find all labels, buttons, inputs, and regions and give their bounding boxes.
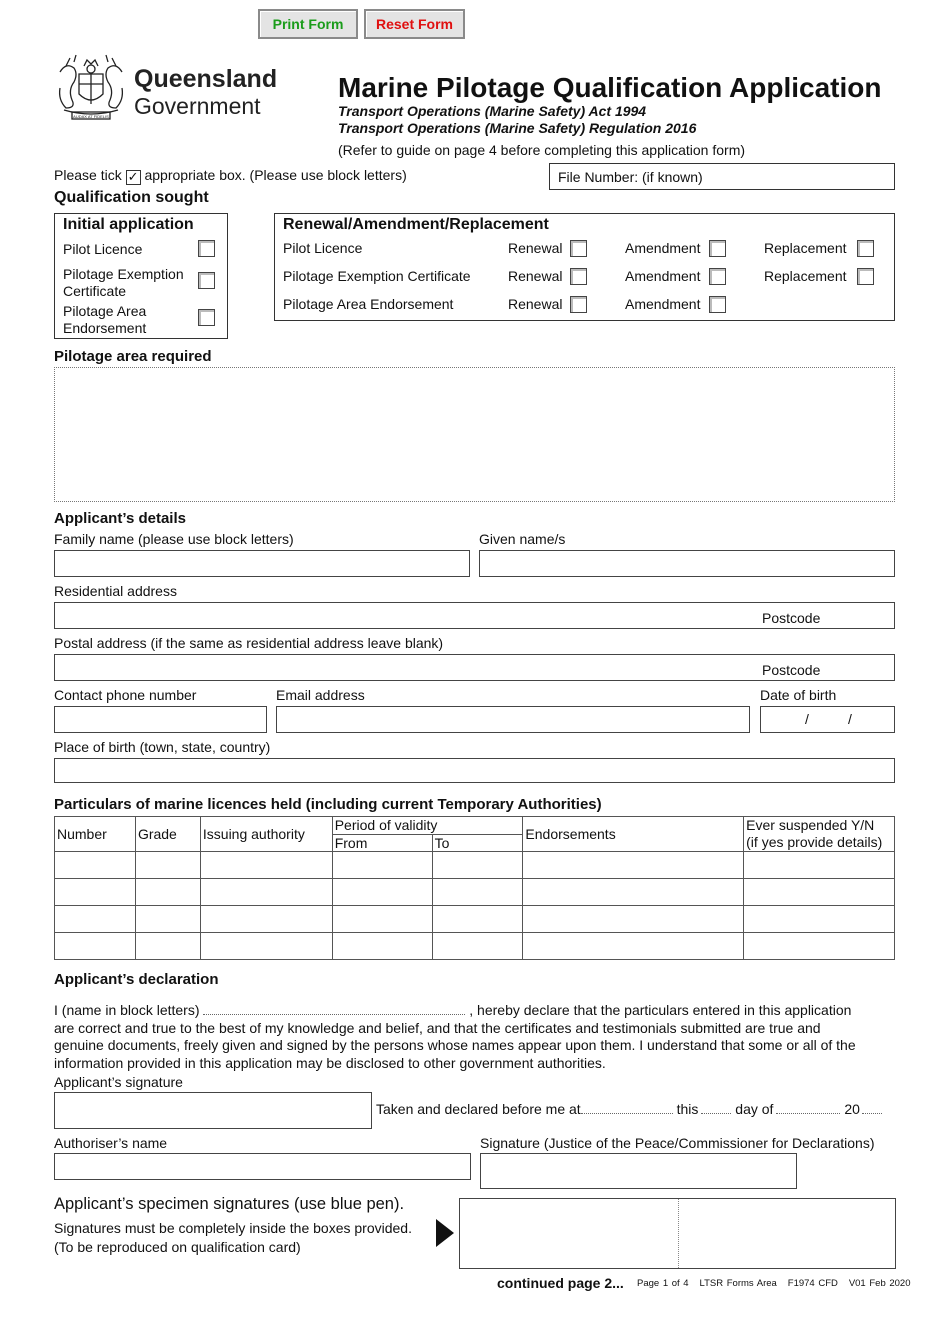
initial-exemption-checkbox[interactable] bbox=[198, 272, 215, 289]
pilotage-area-heading: Pilotage area required bbox=[54, 348, 212, 365]
refer-note: (Refer to guide on page 4 before completing this application form) bbox=[338, 142, 746, 158]
email-input[interactable] bbox=[276, 706, 750, 733]
given-names-input[interactable] bbox=[479, 550, 895, 577]
arrow-right-icon bbox=[436, 1219, 454, 1252]
authoriser-label: Authoriser’s name bbox=[54, 1135, 168, 1151]
initial-exemption-label: Pilotage Exemption Certificate bbox=[63, 266, 184, 299]
renewal-panel bbox=[274, 213, 895, 321]
queensland-coat-of-arms-icon bbox=[54, 52, 128, 124]
initial-endorsement-checkbox[interactable] bbox=[198, 309, 215, 326]
applicant-signature-box[interactable] bbox=[54, 1092, 372, 1129]
specimen-heading: Applicant’s specimen signatures (use blue pen). bbox=[54, 1195, 405, 1213]
file-number-field[interactable] bbox=[549, 163, 895, 190]
initial-endorsement-label: Pilotage Area Endorsement bbox=[63, 303, 147, 336]
renewal-label: Renewal bbox=[508, 268, 563, 284]
amendment-label: Amendment bbox=[625, 296, 701, 312]
col-to: To bbox=[432, 834, 523, 852]
dob-separator: / bbox=[805, 711, 809, 727]
continued-note: continued page 2... bbox=[497, 1275, 624, 1291]
dob-separator: / bbox=[848, 711, 852, 727]
postal-postcode-label: Postcode bbox=[762, 662, 821, 678]
replacement-label: Replacement bbox=[764, 240, 847, 256]
declaration-text: I (name in block letters) , hereby declare that the particulars entered in this application are correct and true to the best of my knowledge and belief, and that the certificates and testimonials submitted are true and genuine documents, freely given and signed by the persons whose names appear upon them. I understand that some or all of the information provided in this application may be disclosed to other government authorities. bbox=[54, 1002, 856, 1071]
specimen-signature-panel bbox=[459, 1198, 896, 1269]
phone-input[interactable] bbox=[54, 706, 267, 733]
residential-postcode-label: Postcode bbox=[762, 610, 821, 626]
exemption-renewal-checkbox[interactable] bbox=[570, 268, 587, 285]
tick-instruction: Please tick ✓ appropriate box. (Please use block letters) bbox=[54, 167, 407, 184]
col-suspended: Ever suspended Y/N (if yes provide details) bbox=[744, 817, 895, 852]
applicant-heading: Applicant’s details bbox=[54, 510, 186, 527]
specimen-note-2: (To be reproduced on qualification card) bbox=[54, 1239, 301, 1255]
initial-pilot-licence-label: Pilot Licence bbox=[63, 241, 143, 257]
logo-queensland: Queensland bbox=[134, 65, 278, 93]
taken-declared-line: Taken and declared before me at this day of 20 bbox=[376, 1101, 882, 1117]
birth-place-label: Place of birth (town, state, country) bbox=[54, 739, 271, 755]
col-validity: Period of validity bbox=[332, 817, 523, 835]
postal-address-label: Postal address (if the same as residential address leave blank) bbox=[54, 635, 444, 651]
col-from: From bbox=[332, 834, 432, 852]
pilot-licence-renewal-checkbox[interactable] bbox=[570, 240, 587, 257]
specimen-note-1: Signatures must be completely inside the boxes provided. bbox=[54, 1220, 412, 1236]
email-label: Email address bbox=[276, 687, 365, 703]
licences-heading: Particulars of marine licences held (including current Temporary Authorities) bbox=[54, 796, 602, 813]
residential-address-label: Residential address bbox=[54, 583, 177, 599]
amendment-label: Amendment bbox=[625, 268, 701, 284]
col-grade: Grade bbox=[135, 817, 200, 852]
family-name-input[interactable] bbox=[54, 550, 470, 577]
renewal-label: Renewal bbox=[508, 296, 563, 312]
authoriser-name-input[interactable] bbox=[54, 1153, 471, 1180]
col-endorsements: Endorsements bbox=[523, 817, 744, 852]
renewal-row-label: Pilot Licence bbox=[283, 240, 363, 256]
initial-application-panel bbox=[54, 213, 228, 339]
birth-place-input[interactable] bbox=[54, 758, 895, 783]
renewal-row-label: Pilotage Area Endorsement bbox=[283, 296, 454, 312]
renewal-row-label: Pilotage Exemption Certificate bbox=[283, 268, 471, 284]
replacement-label: Replacement bbox=[764, 268, 847, 284]
renewal-label: Renewal bbox=[508, 240, 563, 256]
specimen-signature-box-2[interactable] bbox=[679, 1199, 895, 1268]
print-form-button[interactable]: Print Form bbox=[258, 9, 358, 39]
page-title: Marine Pilotage Qualification Application bbox=[338, 72, 882, 103]
declared-month-input[interactable] bbox=[776, 1101, 840, 1114]
file-number-label: File Number: (if known) bbox=[558, 169, 703, 185]
col-number: Number bbox=[55, 817, 136, 852]
endorsement-amendment-checkbox[interactable] bbox=[709, 296, 726, 313]
licences-table bbox=[54, 816, 895, 960]
signature-label: Applicant’s signature bbox=[54, 1074, 183, 1090]
renewal-heading: Renewal/Amendment/Replacement bbox=[283, 216, 549, 233]
act-line-1: Transport Operations (Marine Safety) Act 1994 bbox=[338, 103, 647, 119]
endorsement-renewal-checkbox[interactable] bbox=[570, 296, 587, 313]
dob-label: Date of birth bbox=[760, 687, 837, 703]
declarant-name-input[interactable] bbox=[203, 1002, 465, 1015]
qualification-heading: Qualification sought bbox=[54, 189, 209, 206]
pilot-licence-replacement-checkbox[interactable] bbox=[857, 240, 874, 257]
declaration-heading: Applicant’s declaration bbox=[54, 971, 219, 988]
footer-meta: Page 1 of 4 LTSR Forms Area F1974 CFD V01 Feb 2020 bbox=[637, 1278, 911, 1289]
amendment-label: Amendment bbox=[625, 240, 701, 256]
reset-form-button[interactable]: Reset Form bbox=[364, 9, 465, 39]
jp-signature-label: Signature (Justice of the Peace/Commissioner for Declarations) bbox=[480, 1135, 875, 1151]
declared-place-input[interactable] bbox=[581, 1101, 673, 1114]
logo-government: Government bbox=[134, 93, 261, 119]
table-row[interactable] bbox=[55, 906, 895, 933]
declared-year-input[interactable] bbox=[862, 1101, 882, 1114]
act-line-2: Transport Operations (Marine Safety) Regulation 2016 bbox=[338, 120, 697, 136]
initial-pilot-licence-checkbox[interactable] bbox=[198, 240, 215, 257]
exemption-replacement-checkbox[interactable] bbox=[857, 268, 874, 285]
exemption-amendment-checkbox[interactable] bbox=[709, 268, 726, 285]
table-row[interactable] bbox=[55, 933, 895, 960]
pilotage-area-textarea[interactable] bbox=[54, 367, 895, 502]
initial-heading: Initial application bbox=[63, 216, 194, 233]
pilot-licence-amendment-checkbox[interactable] bbox=[709, 240, 726, 257]
checkmark-icon: ✓ bbox=[126, 170, 141, 185]
specimen-signature-box-1[interactable] bbox=[460, 1199, 678, 1268]
postal-address-input[interactable] bbox=[54, 654, 895, 681]
col-authority: Issuing authority bbox=[200, 817, 332, 852]
jp-signature-box[interactable] bbox=[480, 1153, 797, 1189]
logo-motto: AUDAX AT FIDELIS bbox=[73, 114, 109, 119]
given-names-label: Given name/s bbox=[479, 531, 566, 547]
table-row[interactable] bbox=[55, 879, 895, 906]
family-name-label: Family name (please use block letters) bbox=[54, 531, 294, 547]
dob-input[interactable] bbox=[760, 706, 895, 733]
phone-label: Contact phone number bbox=[54, 687, 197, 703]
residential-address-input[interactable] bbox=[54, 602, 895, 629]
declared-day-input[interactable] bbox=[701, 1101, 731, 1114]
table-row[interactable] bbox=[55, 852, 895, 879]
